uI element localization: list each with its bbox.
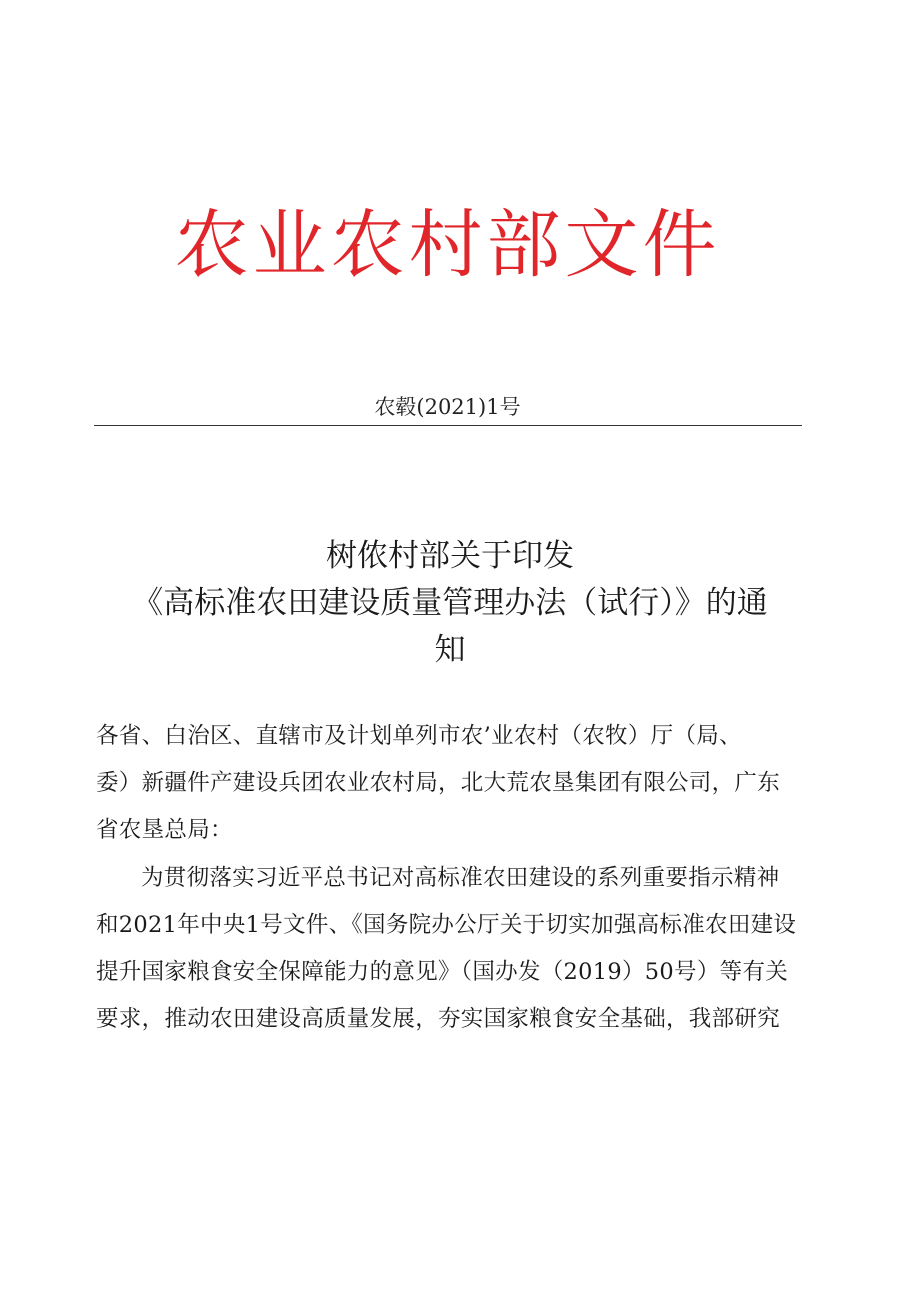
header-divider — [94, 425, 802, 426]
body-line: 提升国家粮食安全保障能力的意见》（国办发（2019）50号）等有关 — [96, 959, 789, 985]
title-line: 树侬村部关于印发 — [326, 538, 574, 574]
title-line: 知 — [434, 632, 466, 668]
body-paragraph — [96, 855, 806, 1043]
title-line: 《高标准农田建设质量管理办法（试行）》的通 — [132, 585, 768, 621]
salutation — [96, 713, 806, 854]
salutation-line: 省农垦总局： — [96, 817, 233, 843]
document-number: 农毂(2021)1号 — [374, 395, 521, 419]
body-line: 为贯彻落实习近平总书记对高标准农田建设的系列重要指示精神 — [141, 865, 780, 891]
document-title — [90, 533, 810, 674]
document-masthead: 农业农村部文件 — [174, 202, 721, 288]
body-line: 和2021年中央1号文件、《国务院办公厅关于切实加强高标准农田建设 — [96, 912, 797, 938]
salutation-line: 各省、白治区、直辖市及计划单列市农’业农村（农牧）厅（局、 — [96, 723, 742, 749]
salutation-line: 委）新疆件产建设兵团农业农村局，北大荒农垦集团有限公司，广东 — [96, 770, 781, 796]
body-line: 要求，推动农田建设高质量发展，夯实国家粮食安全基础，我部研究 — [96, 1006, 781, 1032]
